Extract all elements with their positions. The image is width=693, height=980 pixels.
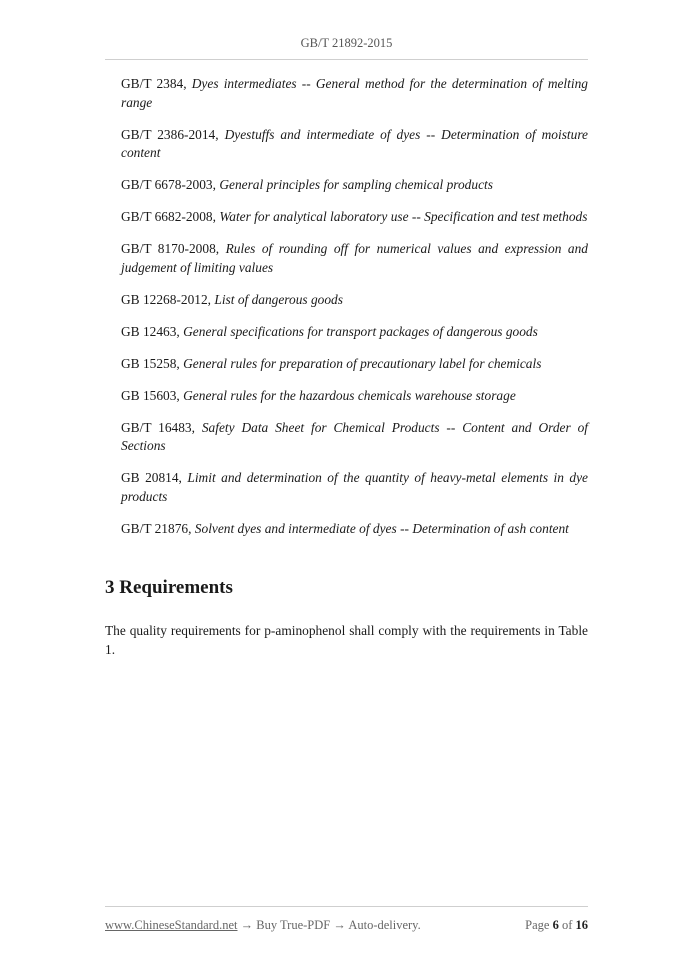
requirements-paragraph: The quality requirements for p-aminophenol shall comply with the requirements in Table 1.	[105, 623, 588, 657]
reference-code: GB/T 6682-2008,	[121, 209, 216, 224]
buy-pdf-text: Buy True-PDF	[256, 918, 331, 932]
reference-item	[121, 240, 588, 277]
footer-promo	[105, 918, 421, 933]
running-header: GB/T 21892-2015	[300, 36, 393, 50]
reference-item	[121, 75, 588, 112]
page-label: Page	[525, 918, 550, 932]
reference-item	[121, 355, 588, 374]
page-number	[525, 918, 588, 933]
reference-code: GB 12463,	[121, 323, 180, 339]
page-current: 6	[552, 918, 559, 932]
reference-title: Safety Data Sheet for Chemical Products -- Content and Order of Sections	[121, 419, 588, 453]
reference-item	[121, 176, 588, 195]
footer-divider	[105, 906, 588, 907]
reference-code: GB/T 2386-2014,	[121, 126, 219, 142]
reference-title: Solvent dyes and intermediate of dyes -- Determination of ash content	[194, 520, 569, 536]
reference-code: GB 15258,	[121, 355, 180, 371]
reference-title: Water for analytical laboratory use -- Specification and test methods	[219, 209, 588, 224]
reference-code: GB 20814,	[121, 470, 182, 485]
reference-item	[121, 387, 588, 406]
reference-code: GB/T 6678-2003,	[121, 177, 216, 192]
page-total: 16	[575, 918, 588, 932]
reference-title: Limit and determination of the quantity of heavy-metal elements in dye products	[121, 470, 588, 504]
reference-code: GB/T 2384,	[121, 76, 187, 91]
reference-item	[121, 126, 588, 163]
reference-item	[121, 208, 588, 227]
section-heading: 3 Requirements	[105, 577, 233, 598]
reference-title: Rules of rounding off for numerical values and expression and judgement of limiting values	[121, 241, 588, 275]
reference-code: GB 15603,	[121, 387, 180, 403]
reference-code: GB/T 8170-2008,	[121, 241, 220, 256]
normative-references-list	[121, 75, 588, 552]
reference-item	[121, 323, 588, 342]
reference-code: GB 12268-2012,	[121, 291, 212, 307]
reference-item	[121, 469, 588, 506]
reference-title: General principles for sampling chemical products	[219, 177, 493, 192]
reference-title: General specifications for transport packages of dangerous goods	[183, 323, 538, 339]
arrow-right-icon: →	[240, 918, 254, 932]
reference-title: General rules for the hazardous chemicals warehouse storage	[183, 387, 516, 403]
reference-title: General rules for preparation of precautionary label for chemicals	[183, 355, 542, 371]
arrow-right-icon: →	[333, 918, 346, 932]
reference-code: GB/T 21876,	[121, 520, 192, 536]
reference-item	[121, 520, 588, 539]
page-of: of	[561, 918, 573, 932]
auto-delivery-text: Auto-delivery.	[348, 918, 421, 932]
reference-code: GB/T 16483,	[121, 419, 195, 435]
reference-item	[121, 291, 588, 310]
reference-title: Dyestuffs and intermediate of dyes -- Determination of moisture content	[121, 126, 588, 160]
website-link[interactable]: www.ChineseStandard.net	[105, 918, 238, 932]
reference-item	[121, 419, 588, 456]
reference-title: Dyes intermediates -- General method for the determination of melting range	[121, 76, 588, 110]
header-divider	[105, 59, 588, 60]
reference-title: List of dangerous goods	[214, 291, 343, 307]
